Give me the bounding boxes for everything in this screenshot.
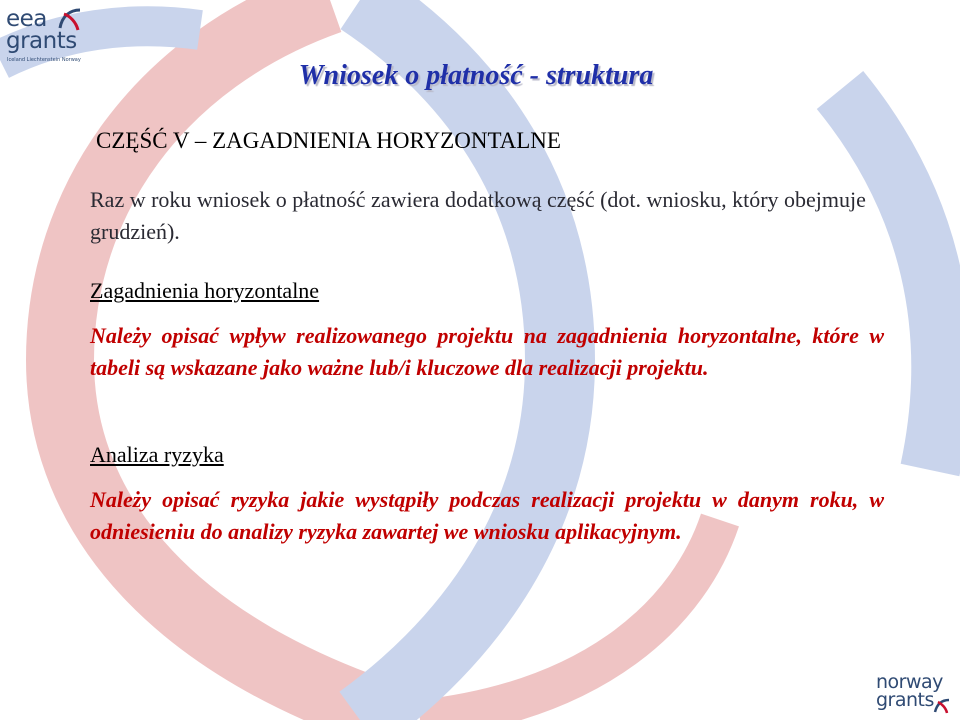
section-heading: CZĘŚĆ V – ZAGADNIENIA HORYZONTALNE bbox=[96, 128, 561, 153]
horizontal-issues-text: Należy opisać wpływ realizowanego projektu na zagadnienia horyzontalne, które w tabeli są wskazane jako ważne lub/i kluczowe dla realizacji projektu. bbox=[90, 323, 884, 380]
slide-title: Wniosek o płatność - struktura bbox=[298, 60, 654, 91]
norway-grants-logo: norway grants bbox=[872, 670, 956, 716]
intro-paragraph: Raz w roku wniosek o płatność zawiera dodatkową część (dot. wniosku, który obejmuje grudzień). bbox=[90, 187, 866, 244]
subheading-risk-analysis: Analiza ryzyka bbox=[90, 442, 224, 467]
logo-swirl-icon bbox=[56, 6, 84, 34]
risk-analysis-text: Należy opisać ryzyka jakie wystąpiły podczas realizacji projektu w danym roku, w odniesieniu do analizy ryzyka zawartej we wniosku aplikacyjnym. bbox=[90, 487, 884, 544]
subheading-horizontal-issues: Zagadnienia horyzontalne bbox=[90, 278, 320, 303]
logo-swirl-icon bbox=[932, 696, 952, 716]
eea-grants-logo: eea grants Iceland Liechtenstein Norway bbox=[6, 6, 86, 68]
blue-arc-right bbox=[840, 90, 941, 470]
